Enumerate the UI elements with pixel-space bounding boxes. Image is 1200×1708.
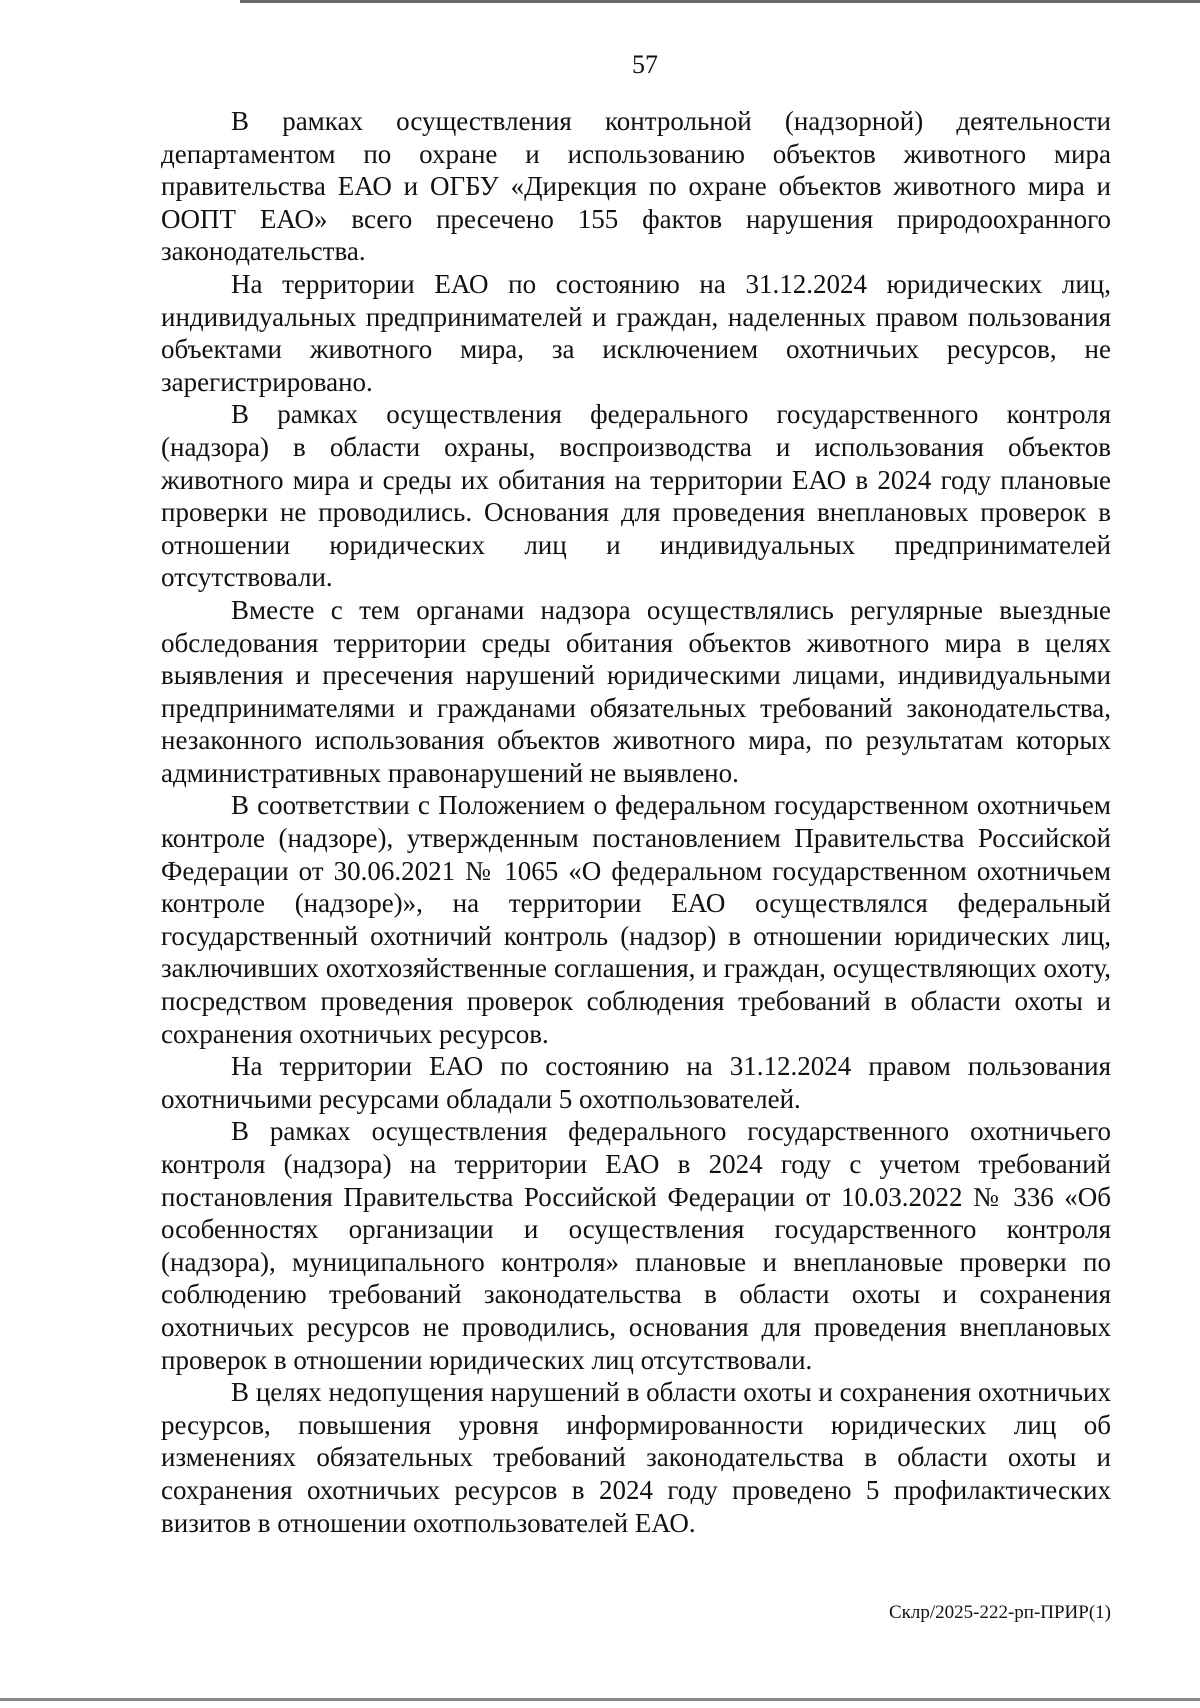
- document-body: [161, 105, 1111, 1539]
- document-code: Склр/2025-222-рп-ПРИР(1): [888, 1602, 1111, 1623]
- paragraph-hunting-users-count: На территории ЕАО по состоянию на 31.12.2024 правом пользования охотничьими ресурсами обладали 5 охотпользователей.: [161, 1051, 1111, 1114]
- scan-edge-top: [240, 0, 1200, 3]
- paragraph-enforcement-summary: В рамках осуществления контрольной (надзорной) деятельности департаментом по охране и использованию объектов животного мира правительства ЕАО и ОГБУ «Дирекция по охране объектов животного мира и ООПТ ЕАО» всего пресечено 155 фактов нарушения природоохранного законодательства.: [161, 106, 1111, 267]
- paragraph-wildlife-users: На территории ЕАО по состоянию на 31.12.2024 юридических лиц, индивидуальных предпринимателей и граждан, наделенных правом пользования объектами животного мира, за исключением охотничьих ресурсов, не зарегистрировано.: [161, 268, 1111, 397]
- paragraph-preventive-visits: В целях недопущения нарушений в области охоты и сохранения охотничьих ресурсов, повышения уровня информированности юридических лиц об изменениях обязательных требований законодательства в области охоты и сохранения охотничьих ресурсов в 2024 году проведено 5 профилактических визитов в отношении охотпользователей ЕАО.: [161, 1377, 1111, 1538]
- paragraph-hunting-inspections: В рамках осуществления федерального государственного охотничьего контроля (надзора) на территории ЕАО в 2024 году с учетом требований постановления Правительства Российской Федерации от 10.03.2022 № 336 «Об особенностях организации и осуществления государственного контроля (надзора), муниципального контроля» плановые и внеплановые проверки по соблюдению требований законодательства в области охоты и сохранения охотничьих ресурсов не проводились, основания для проведения внеплановых проверок в отношении юридических лиц отсутствовали.: [161, 1116, 1111, 1375]
- paragraph-field-surveys: Вместе с тем органами надзора осуществлялись регулярные выездные обследования территории среды обитания объектов животного мира в целях выявления и пресечения нарушений юридическими лицами, индивидуальными предпринимателями и гражданами обязательных требований законодательства, незаконного использования объектов животного мира, по результатам которых административных правонарушений не выявлено.: [161, 594, 1111, 788]
- paragraph-federal-control-inspections: В рамках осуществления федерального государственного контроля (надзора) в области охраны, воспроизводства и использования объектов животного мира и среды их обитания на территории ЕАО в 2024 году плановые проверки не проводились. Основания для проведения внеплановых проверок в отношении юридических лиц и индивидуальных предпринимателей отсутствовали.: [161, 399, 1111, 593]
- page-number: 57: [632, 50, 658, 79]
- scan-edge-bottom: [0, 1698, 1200, 1701]
- paragraph-hunting-control-regulation: В соответствии с Положением о федеральном государственном охотничьем контроле (надзоре), утвержденным постановлением Правительства Российской Федерации от 30.06.2021 № 1065 «О федеральном государственном охотничьем контроле (надзоре)», на территории ЕАО осуществлялся федеральный государственный охотничий контроль (надзор) в отношении юридических лиц, заключивших охотхозяйственные соглашения, и граждан, осуществляющих охоту, посредством проведения проверок соблюдения требований в области охоты и сохранения охотничьих ресурсов.: [161, 790, 1111, 1049]
